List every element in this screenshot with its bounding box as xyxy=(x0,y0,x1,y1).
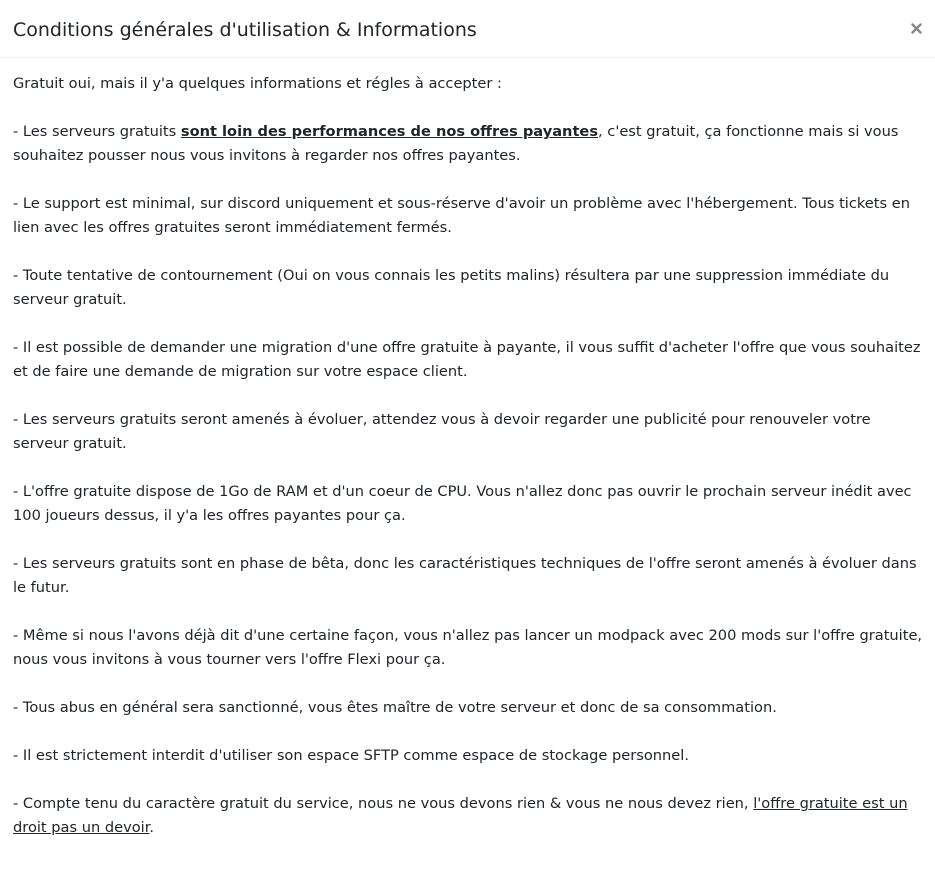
rule-support: - Le support est minimal, sur discord uniquement et sous-réserve d'avoir un problème avec l'hébergement. Tous tickets en lien avec les offres gratuites seront immédiatement fermés. xyxy=(13,195,910,236)
rule-no-obligation-before: - Compte tenu du caractère gratuit du service, nous ne vous devons rien & vous ne nous devez rien, xyxy=(13,795,754,812)
rule-performance-before: - Les serveurs gratuits xyxy=(13,123,181,140)
performance-link[interactable]: sont loin des performances de nos offres payantes xyxy=(180,123,599,140)
rule-performance-after: , c'est gratuit, ça fonctionne mais si vous souhaitez pousser nous vous invitons à regarder nos offres payantes. xyxy=(13,123,899,164)
modal-title: Conditions générales d'utilisation & Informations xyxy=(13,19,477,41)
modal-header xyxy=(0,0,935,58)
rule-circumvention: - Toute tentative de contournement (Oui on vous connais les petits malins) résultera par une suppression immédiate du serveur gratuit. xyxy=(13,267,890,308)
rule-migration: - Il est possible de demander une migration d'une offre gratuite à payante, il vous suffit d'acheter l'offre que vous souhaitez et de faire une demande de migration sur votre espace client. xyxy=(13,339,921,380)
rule-beta: - Les serveurs gratuits sont en phase de bêta, donc les caractéristiques techniques de l'offre seront amenés à évoluer dans le futur. xyxy=(13,555,917,596)
modal-body xyxy=(13,72,925,864)
rule-abuse: - Tous abus en général sera sanctionné, vous êtes maître de votre serveur et donc de sa consommation. xyxy=(13,699,777,716)
close-icon xyxy=(911,23,922,34)
rule-performance xyxy=(13,120,925,168)
rule-sftp: - Il est strictement interdit d'utiliser son espace SFTP comme espace de stockage personnel. xyxy=(13,747,689,764)
rule-no-obligation-after: . xyxy=(149,819,155,836)
rule-resources: - L'offre gratuite dispose de 1Go de RAM et d'un coeur de CPU. Vous n'allez donc pas ouvrir le prochain serveur inédit avec 100 joueurs dessus, il y'a les offres payantes pour ça. xyxy=(13,483,912,524)
rule-modpack: - Même si nous l'avons déjà dit d'une certaine façon, vous n'allez pas lancer un modpack avec 200 mods sur l'offre gratuite, nous vous invitons à vous tourner vers l'offre Flexi pour ça. xyxy=(13,627,923,668)
close-button[interactable] xyxy=(907,17,925,39)
rule-evolution: - Les serveurs gratuits seront amenés à évoluer, attendez vous à devoir regarder une publicité pour renouveler votre serveur gratuit. xyxy=(13,411,871,452)
rule-no-obligation xyxy=(13,792,925,840)
right-not-duty-link[interactable]: l'offre gratuite est un droit pas un devoir xyxy=(13,795,908,836)
intro-text: Gratuit oui, mais il y'a quelques informations et régles à accepter : xyxy=(13,75,502,92)
